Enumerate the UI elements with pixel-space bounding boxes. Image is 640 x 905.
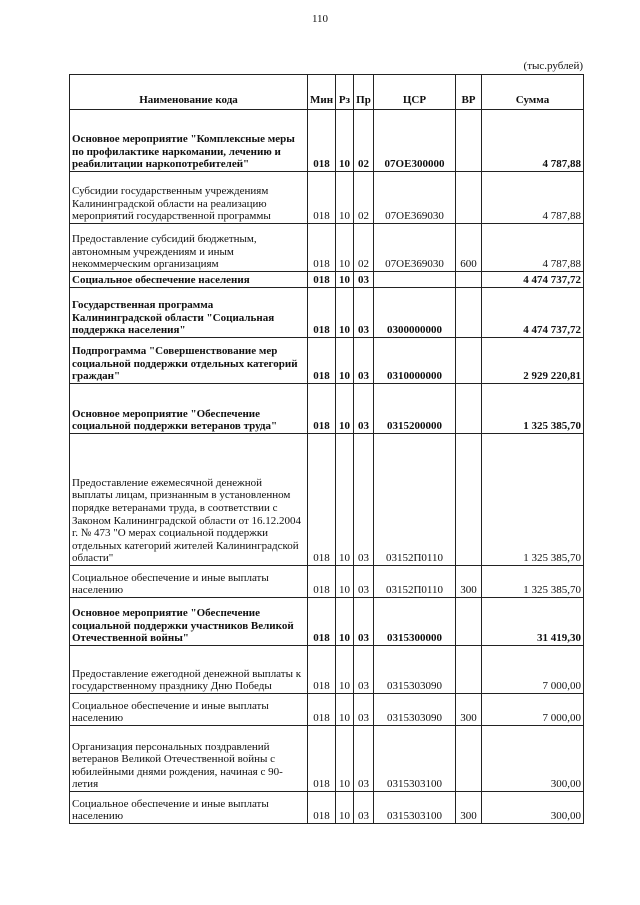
cell-vr [456,384,482,434]
cell-sum: 2 929 220,81 [482,338,584,384]
cell-name: Социальное обеспечение и иные выплаты населению [70,566,308,598]
cell-csr: 03152П0110 [374,434,456,566]
cell-csr: 0315300000 [374,598,456,646]
cell-sum: 31 419,30 [482,598,584,646]
table-row [70,224,584,272]
page-number: 110 [311,13,329,25]
cell-name: Основное мероприятие "Обеспечение социальной поддержки ветеранов труда" [70,384,308,434]
cell-csr: 07ОЕ369030 [374,172,456,224]
header-sum: Сумма [482,75,584,110]
cell-csr: 0315303090 [374,694,456,726]
cell-sum: 1 325 385,70 [482,384,584,434]
cell-pr: 03 [354,646,374,694]
cell-name: Предоставление ежемесячной денежной выплаты лицам, признанным в установленном порядке ветеранами труда, в соответствии с Законом Калининградской области от 16.12.2004 г. № 473 "О мерах социальной поддержки отдельных категорий жителей Калининградской области" [70,434,308,566]
cell-rz: 10 [336,172,354,224]
cell-name: Государственная программа Калининградской области "Социальная поддержка населения" [70,288,308,338]
cell-pr: 03 [354,272,374,288]
table-row [70,434,584,566]
budget-table [69,74,584,824]
table-row [70,598,584,646]
cell-csr: 0315303090 [374,646,456,694]
cell-vr [456,288,482,338]
cell-rz: 10 [336,110,354,172]
cell-csr: 0315200000 [374,384,456,434]
cell-csr: 0315303100 [374,726,456,792]
units-label: (тыс.рублей) [523,60,583,72]
cell-name: Предоставление ежегодной денежной выплаты к государственному празднику Дню Победы [70,646,308,694]
cell-name: Основное мероприятие "Обеспечение социальной поддержки участников Великой Отечественной войны" [70,598,308,646]
table-row [70,726,584,792]
cell-rz: 10 [336,792,354,824]
table-row [70,694,584,726]
cell-csr: 0310000000 [374,338,456,384]
cell-pr: 02 [354,110,374,172]
cell-rz: 10 [336,384,354,434]
cell-min: 018 [308,566,336,598]
cell-vr [456,110,482,172]
cell-rz: 10 [336,566,354,598]
cell-vr [456,726,482,792]
table-row [70,272,584,288]
cell-name: Социальное обеспечение населения [70,272,308,288]
cell-pr: 03 [354,726,374,792]
cell-pr: 03 [354,598,374,646]
cell-name: Подпрограмма "Совершенствование мер социальной поддержки отдельных категорий граждан" [70,338,308,384]
cell-pr: 03 [354,434,374,566]
header-pr: Пр [354,75,374,110]
cell-csr: 0300000000 [374,288,456,338]
cell-min: 018 [308,288,336,338]
header-vr: ВР [456,75,482,110]
cell-rz: 10 [336,598,354,646]
cell-name: Субсидии государственным учреждениям Калининградской области на реализацию мероприятий государственной программы [70,172,308,224]
cell-name: Организация персональных поздравлений ветеранов Великой Отечественной войны с юбилейными днями рождения, начиная с 90-летия [70,726,308,792]
cell-pr: 03 [354,792,374,824]
cell-min: 018 [308,272,336,288]
cell-rz: 10 [336,224,354,272]
cell-name: Социальное обеспечение и иные выплаты населению [70,694,308,726]
cell-rz: 10 [336,288,354,338]
cell-name: Предоставление субсидий бюджетным, автономным учреждениям и иным некоммерческим организациям [70,224,308,272]
cell-min: 018 [308,384,336,434]
cell-vr: 300 [456,694,482,726]
cell-rz: 10 [336,434,354,566]
cell-rz: 10 [336,694,354,726]
cell-rz: 10 [336,726,354,792]
cell-pr: 03 [354,566,374,598]
cell-min: 018 [308,598,336,646]
cell-min: 018 [308,646,336,694]
cell-sum: 4 787,88 [482,224,584,272]
header-min: Мин [308,75,336,110]
cell-vr [456,598,482,646]
cell-min: 018 [308,338,336,384]
cell-vr [456,434,482,566]
header-name: Наименование кода [70,75,308,110]
cell-vr: 300 [456,566,482,598]
table-row [70,110,584,172]
cell-sum: 1 325 385,70 [482,566,584,598]
cell-pr: 03 [354,338,374,384]
table-row [70,288,584,338]
cell-min: 018 [308,224,336,272]
cell-vr: 300 [456,792,482,824]
cell-rz: 10 [336,338,354,384]
cell-sum: 7 000,00 [482,694,584,726]
table-row [70,792,584,824]
cell-sum: 300,00 [482,792,584,824]
cell-pr: 02 [354,224,374,272]
cell-min: 018 [308,694,336,726]
header-rz: Рз [336,75,354,110]
cell-rz: 10 [336,272,354,288]
table-row [70,172,584,224]
cell-sum: 4 474 737,72 [482,288,584,338]
cell-vr [456,338,482,384]
cell-pr: 03 [354,384,374,434]
cell-csr: 03152П0110 [374,566,456,598]
cell-pr: 03 [354,288,374,338]
table-row [70,338,584,384]
cell-pr: 03 [354,694,374,726]
cell-csr: 0315303100 [374,792,456,824]
cell-min: 018 [308,792,336,824]
table-row [70,646,584,694]
cell-csr [374,272,456,288]
cell-pr: 02 [354,172,374,224]
cell-sum: 7 000,00 [482,646,584,694]
cell-vr [456,272,482,288]
cell-sum: 4 787,88 [482,172,584,224]
cell-csr: 07ОЕ300000 [374,110,456,172]
cell-sum: 4 474 737,72 [482,272,584,288]
cell-sum: 1 325 385,70 [482,434,584,566]
table-row [70,384,584,434]
table-header-row [70,75,584,110]
cell-name: Основное мероприятие "Комплексные меры по профилактике наркомании, лечению и реабилитации наркопотребителей" [70,110,308,172]
cell-min: 018 [308,172,336,224]
cell-sum: 300,00 [482,726,584,792]
cell-sum: 4 787,88 [482,110,584,172]
cell-rz: 10 [336,646,354,694]
cell-vr [456,172,482,224]
cell-min: 018 [308,726,336,792]
table-row [70,566,584,598]
cell-vr [456,646,482,694]
cell-csr: 07ОЕ369030 [374,224,456,272]
cell-name: Социальное обеспечение и иные выплаты населению [70,792,308,824]
header-csr: ЦСР [374,75,456,110]
cell-vr: 600 [456,224,482,272]
cell-min: 018 [308,434,336,566]
cell-min: 018 [308,110,336,172]
